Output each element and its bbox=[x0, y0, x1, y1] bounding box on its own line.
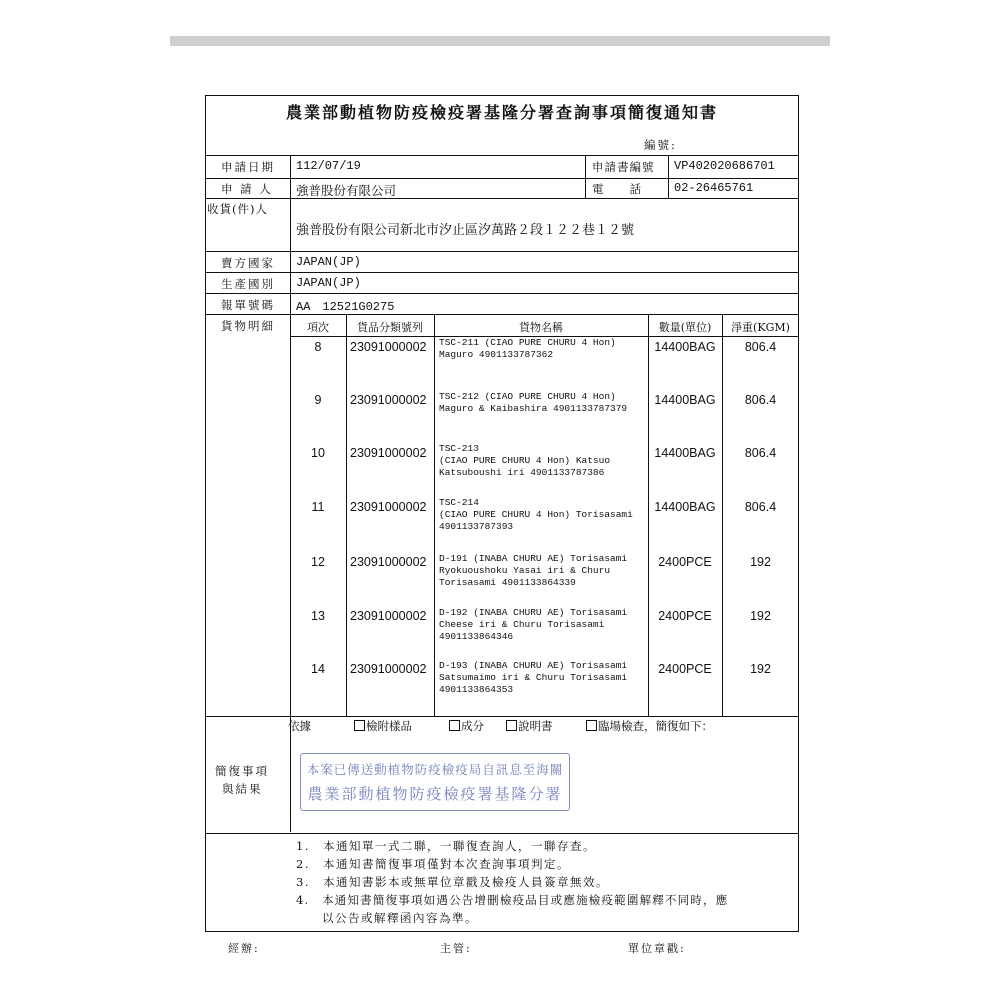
item-weight: 806.4 bbox=[744, 340, 777, 354]
option-on-site-inspection[interactable]: 臨場檢查，簡復如下： bbox=[586, 718, 713, 734]
scan-top-bar bbox=[170, 36, 830, 46]
application-number-label: 申請書編號 bbox=[592, 160, 655, 174]
reply-section-label-1: 簡復事項 bbox=[215, 764, 269, 778]
item-name: TSC-211 (CIAO PURE CHURU 4 Hon) Maguro 4901133787362 bbox=[439, 337, 616, 360]
item-no: 8 bbox=[314, 340, 322, 354]
item-weight: 806.4 bbox=[744, 500, 777, 514]
item-no: 13 bbox=[311, 609, 325, 623]
items-header-qty: 數量(單位) bbox=[658, 321, 712, 334]
declaration-number-label: 報單號碼 bbox=[221, 298, 275, 312]
item-name: TSC-214 (CIAO PURE CHURU 4 Hon) Torisasami 4901133787393 bbox=[439, 497, 633, 532]
note-line: 3. 本通知書影本或無單位章戳及檢疫人員簽章無效。 bbox=[296, 875, 609, 889]
applicant-value: 強普股份有限公司 bbox=[296, 183, 397, 198]
item-weight: 192 bbox=[750, 555, 771, 569]
phone-label: 電 話 bbox=[592, 182, 642, 196]
checkbox-icon bbox=[354, 720, 365, 731]
serial-label: 編號: bbox=[644, 138, 677, 152]
item-name: D-192 (INABA CHURU AE) Torisasami Cheese iri & Churu Torisasami 4901133864346 bbox=[439, 607, 628, 642]
item-name: TSC-212 (CIAO PURE CHURU 4 Hon) Maguro & Kaibashira 4901133787379 bbox=[439, 391, 628, 414]
agency-stamp: 本案已傳送動植物防疫檢疫局自訊息至海關 農業部動植物防疫檢疫署基隆分署 bbox=[300, 753, 570, 811]
items-header-code: 貨品分類號列 bbox=[357, 321, 423, 334]
item-code: 23091000002 bbox=[350, 662, 427, 676]
option-ingredient[interactable]: 成分 bbox=[449, 718, 484, 734]
item-code: 23091000002 bbox=[350, 393, 427, 407]
item-qty: 14400BAG bbox=[654, 340, 716, 354]
item-no: 10 bbox=[311, 446, 325, 460]
item-qty: 14400BAG bbox=[654, 500, 716, 514]
items-header-no: 項次 bbox=[307, 321, 329, 334]
item-no: 14 bbox=[311, 662, 325, 676]
phone-value: 02-26465761 bbox=[674, 181, 754, 195]
item-qty: 2400PCE bbox=[658, 662, 712, 676]
item-weight: 192 bbox=[750, 662, 771, 676]
origin-country-label: 生產國別 bbox=[221, 277, 275, 291]
item-name: TSC-213 (CIAO PURE CHURU 4 Hon) Katsuo Katsuboushi iri 4901133787386 bbox=[439, 443, 611, 478]
applicant-label: 申 請 人 bbox=[221, 182, 273, 196]
unit-seal-label: 單位章戳: bbox=[628, 942, 686, 955]
application-number-value: VP402020686701 bbox=[674, 159, 775, 173]
item-no: 11 bbox=[311, 500, 325, 514]
apply-date-value: 112/07/19 bbox=[296, 159, 361, 173]
item-code: 23091000002 bbox=[350, 500, 427, 514]
handler-label: 經辦: bbox=[228, 942, 260, 955]
supervisor-label: 主管: bbox=[440, 942, 472, 955]
reply-section-label-2: 與結果 bbox=[222, 782, 263, 796]
basis-label: 依據 bbox=[288, 719, 311, 733]
item-code: 23091000002 bbox=[350, 609, 427, 623]
item-name: D-193 (INABA CHURU AE) Torisasami Satsumaimo iri & Churu Torisasami 4901133864353 bbox=[439, 660, 628, 695]
origin-country-value: JAPAN(JP) bbox=[296, 276, 361, 290]
apply-date-label: 申請日期 bbox=[221, 160, 275, 174]
item-no: 12 bbox=[311, 555, 325, 569]
consignee-value: 強普股份有限公司新北市汐止區汐萬路２段１２２巷１２號 bbox=[296, 223, 635, 238]
consignee-label: 收貨(件)人 bbox=[207, 202, 268, 216]
document-title: 農業部動植物防疫檢疫署基隆分署查詢事項簡復通知書 bbox=[285, 103, 718, 122]
seller-country-label: 賣方國家 bbox=[221, 256, 275, 270]
checkbox-icon bbox=[506, 720, 517, 731]
item-code: 23091000002 bbox=[350, 340, 427, 354]
note-line: 2. 本通知書簡復事項僅對本次查詢事項判定。 bbox=[296, 857, 570, 871]
note-line: 4. 本通知書簡復事項如遇公告增刪檢疫品目或應施檢疫範圍解釋不同時，應 bbox=[296, 893, 729, 907]
seller-country-value: JAPAN(JP) bbox=[296, 255, 361, 269]
items-header-name: 貨物名稱 bbox=[519, 321, 563, 334]
checkbox-icon bbox=[586, 720, 597, 731]
goods-detail-label: 貨物明細 bbox=[221, 319, 275, 333]
item-name: D-191 (INABA CHURU AE) Torisasami Ryokuoushoku Yasai iri & Churu Torisasami 4901133864339 bbox=[439, 553, 628, 588]
item-weight: 192 bbox=[750, 609, 771, 623]
item-code: 23091000002 bbox=[350, 446, 427, 460]
declaration-number-value: AA 12521G0275 bbox=[296, 300, 395, 314]
note-line: 以公告或解釋函內容為準。 bbox=[296, 911, 478, 925]
item-weight: 806.4 bbox=[744, 446, 777, 460]
item-qty: 14400BAG bbox=[654, 393, 716, 407]
item-qty: 2400PCE bbox=[658, 555, 712, 569]
item-code: 23091000002 bbox=[350, 555, 427, 569]
option-manual[interactable]: 說明書 bbox=[506, 718, 553, 734]
items-header-weight: 淨重(KGM) bbox=[731, 321, 790, 334]
option-sample[interactable]: 檢附樣品 bbox=[354, 718, 412, 734]
checkbox-icon bbox=[449, 720, 460, 731]
note-line: 1. 本通知單一式二聯，一聯復查詢人，一聯存查。 bbox=[296, 839, 596, 853]
item-qty: 14400BAG bbox=[654, 446, 716, 460]
item-qty: 2400PCE bbox=[658, 609, 712, 623]
item-weight: 806.4 bbox=[744, 393, 777, 407]
item-no: 9 bbox=[314, 393, 322, 407]
